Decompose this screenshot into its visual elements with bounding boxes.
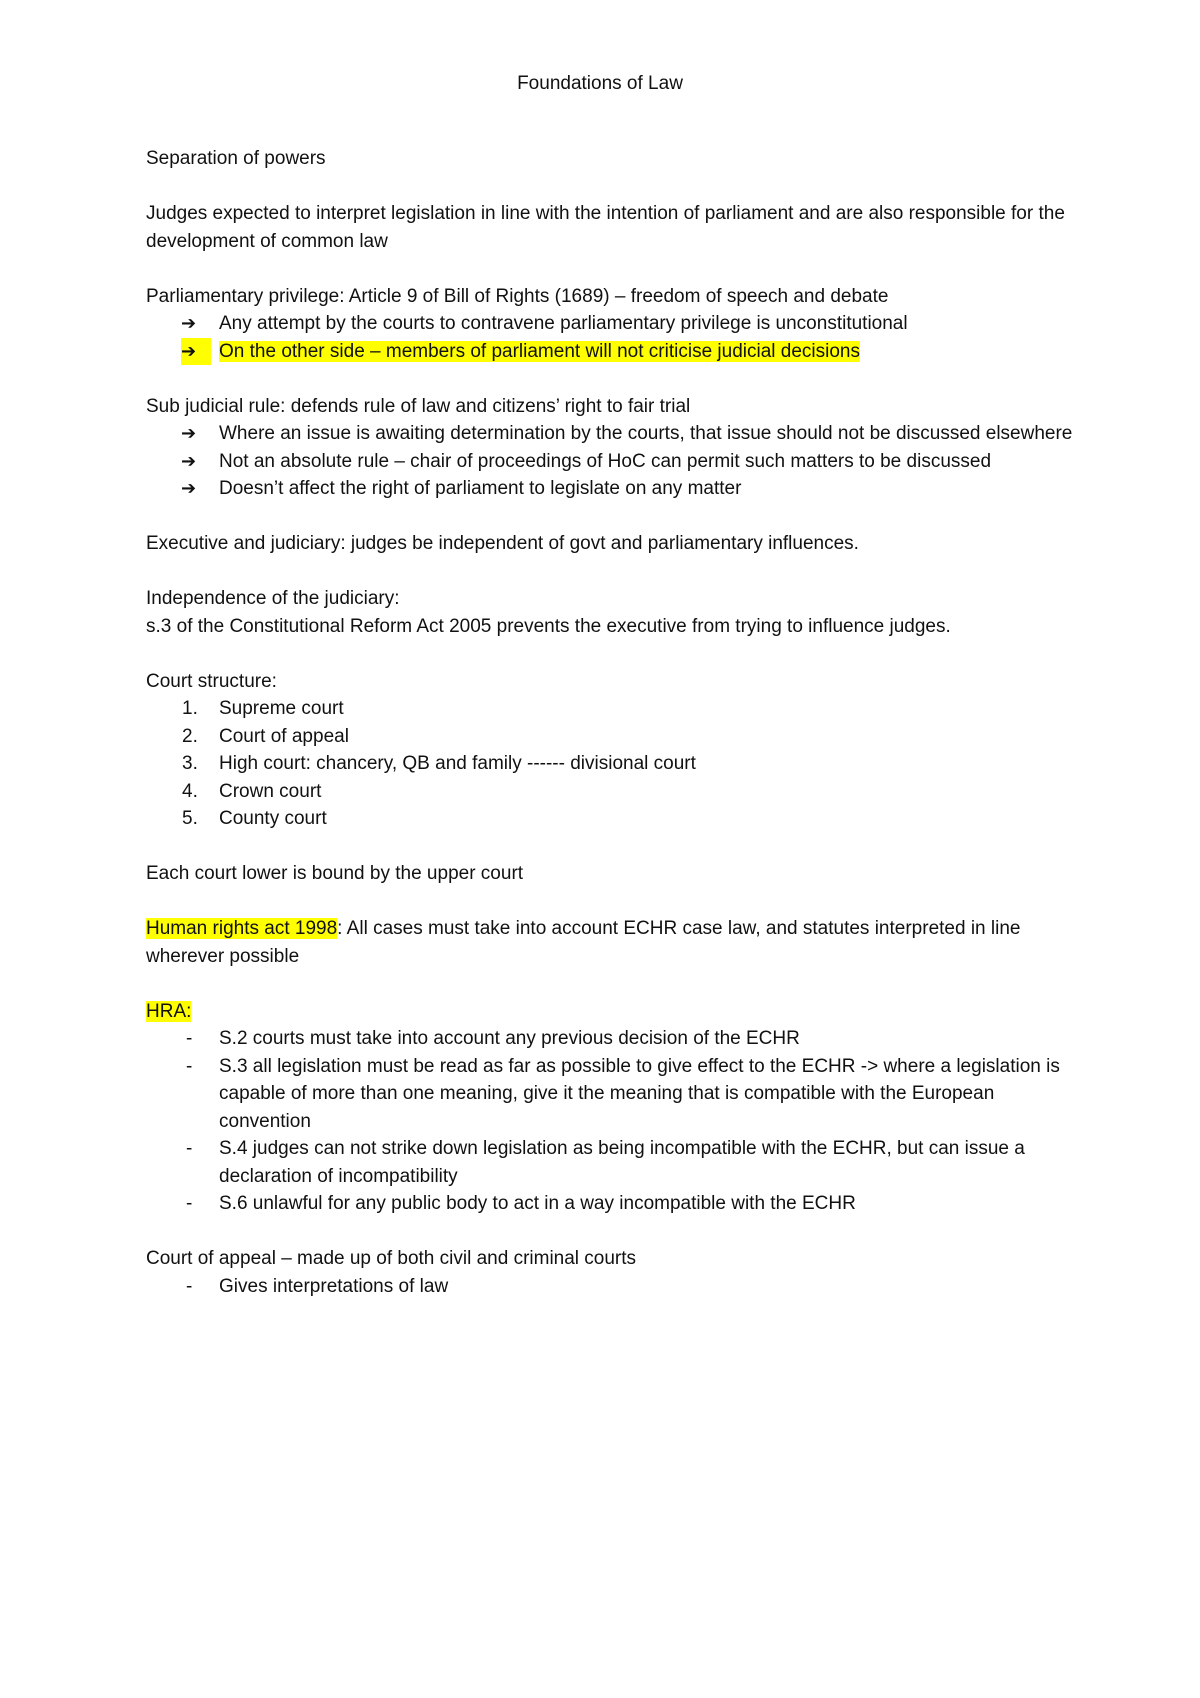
list-item-text: High court: chancery, QB and family ------ divisional court <box>219 753 696 774</box>
hra-act-paragraph <box>146 915 1076 970</box>
list-item <box>146 338 1076 366</box>
list-item-text: Gives interpretations of law <box>219 1275 449 1297</box>
list-item-text: County court <box>219 808 327 829</box>
list-number: 2. <box>182 725 198 747</box>
court-structure-heading: Court structure: <box>146 670 277 692</box>
list-item-text: Crown court <box>219 780 322 802</box>
list-item-text: S.6 unlawful for any public body to act in a way incompatible with the ECHR <box>219 1193 856 1214</box>
court-of-appeal-list <box>146 1273 1076 1301</box>
independence-text: s.3 of the Constitutional Reform Act 2005 prevents the executive from trying to influence judges. <box>146 615 951 637</box>
arrow-bullet-icon: ➔ <box>181 313 197 333</box>
list-item <box>146 310 1076 338</box>
highlighted-text: Human rights act 1998 <box>146 918 338 939</box>
list-item <box>146 778 1076 806</box>
privilege-heading: Parliamentary privilege: Article 9 of Bill of Rights (1689) – freedom of speech and debate <box>146 285 889 307</box>
arrow-bullet-icon: ➔ <box>181 423 197 443</box>
list-item <box>146 1053 1076 1136</box>
list-item <box>146 695 1076 723</box>
list-item <box>146 475 1076 503</box>
list-item <box>146 1190 1076 1218</box>
list-item <box>146 1273 1076 1301</box>
highlighted-text: On the other side – members of parliament will not criticise judicial decisions <box>219 340 860 362</box>
document-body <box>146 145 1076 1300</box>
dash-bullet: - <box>186 1275 193 1297</box>
executive-paragraph: Executive and judiciary: judges be independent of govt and parliamentary influences. <box>146 533 859 554</box>
court-structure-list <box>146 695 1076 833</box>
list-item-text: S.3 all legislation must be read as far as possible to give effect to the ECHR -> where a legislation is capable of more than one meaning, give it the meaning that is compatible with the European convention <box>219 1055 1060 1132</box>
list-number: 5. <box>182 808 198 829</box>
list-item <box>146 448 1076 476</box>
sub-judicial-list <box>146 420 1076 503</box>
independence-heading: Independence of the judiciary: <box>146 588 400 609</box>
list-item-text: Any attempt by the courts to contravene parliamentary privilege is unconstitutional <box>219 313 908 334</box>
list-item-text: S.2 courts must take into account any previous decision of the ECHR <box>219 1028 800 1049</box>
dash-bullet: - <box>186 1193 193 1214</box>
court-of-appeal-heading: Court of appeal – made up of both civil and criminal courts <box>146 1248 637 1269</box>
list-item-text: Where an issue is awaiting determination by the courts, that issue should not be discussed elsewhere <box>219 423 1073 444</box>
list-item-text: Not an absolute rule – chair of proceedings of HoC can permit such matters to be discussed <box>219 450 992 472</box>
list-number: 1. <box>182 698 198 719</box>
hra-heading-line <box>146 998 1076 1026</box>
list-item-text: Supreme court <box>219 698 344 719</box>
list-item <box>146 723 1076 751</box>
arrow-bullet-icon: ➔ <box>181 338 211 366</box>
arrow-bullet-icon: ➔ <box>181 478 197 498</box>
list-item <box>146 1025 1076 1053</box>
dash-bullet: - <box>186 1028 193 1049</box>
list-item-text: Doesn’t affect the right of parliament to legislate on any matter <box>219 478 742 499</box>
arrow-bullet-icon: ➔ <box>181 450 197 471</box>
judges-paragraph: Judges expected to interpret legislation in line with the intention of parliament and are also responsible for the development of common law <box>146 203 1065 252</box>
list-item-text: S.4 judges can not strike down legislation as being incompatible with the ECHR, but can issue a declaration of incompatibility <box>219 1138 1025 1187</box>
hra-heading: HRA: <box>146 1000 192 1022</box>
bound-paragraph: Each court lower is bound by the upper court <box>146 863 524 884</box>
list-item <box>146 750 1076 778</box>
list-item <box>146 805 1076 833</box>
document-title: Foundations of Law <box>517 73 683 94</box>
list-item-text: Court of appeal <box>219 725 349 747</box>
list-number: 3. <box>182 753 198 774</box>
list-item <box>146 420 1076 448</box>
list-number: 4. <box>182 780 198 802</box>
hra-list <box>146 1025 1076 1218</box>
dash-bullet: - <box>186 1138 193 1159</box>
dash-bullet: - <box>186 1055 193 1077</box>
hra-act-text: : All cases must take into account ECHR case law, and statutes interpreted in line wherever possible <box>146 918 1021 967</box>
privilege-list <box>146 310 1076 365</box>
sub-judicial-heading: Sub judicial rule: defends rule of law and citizens’ right to fair trial <box>146 395 691 417</box>
separation-heading: Separation of powers <box>146 148 326 169</box>
list-item <box>146 1135 1076 1190</box>
